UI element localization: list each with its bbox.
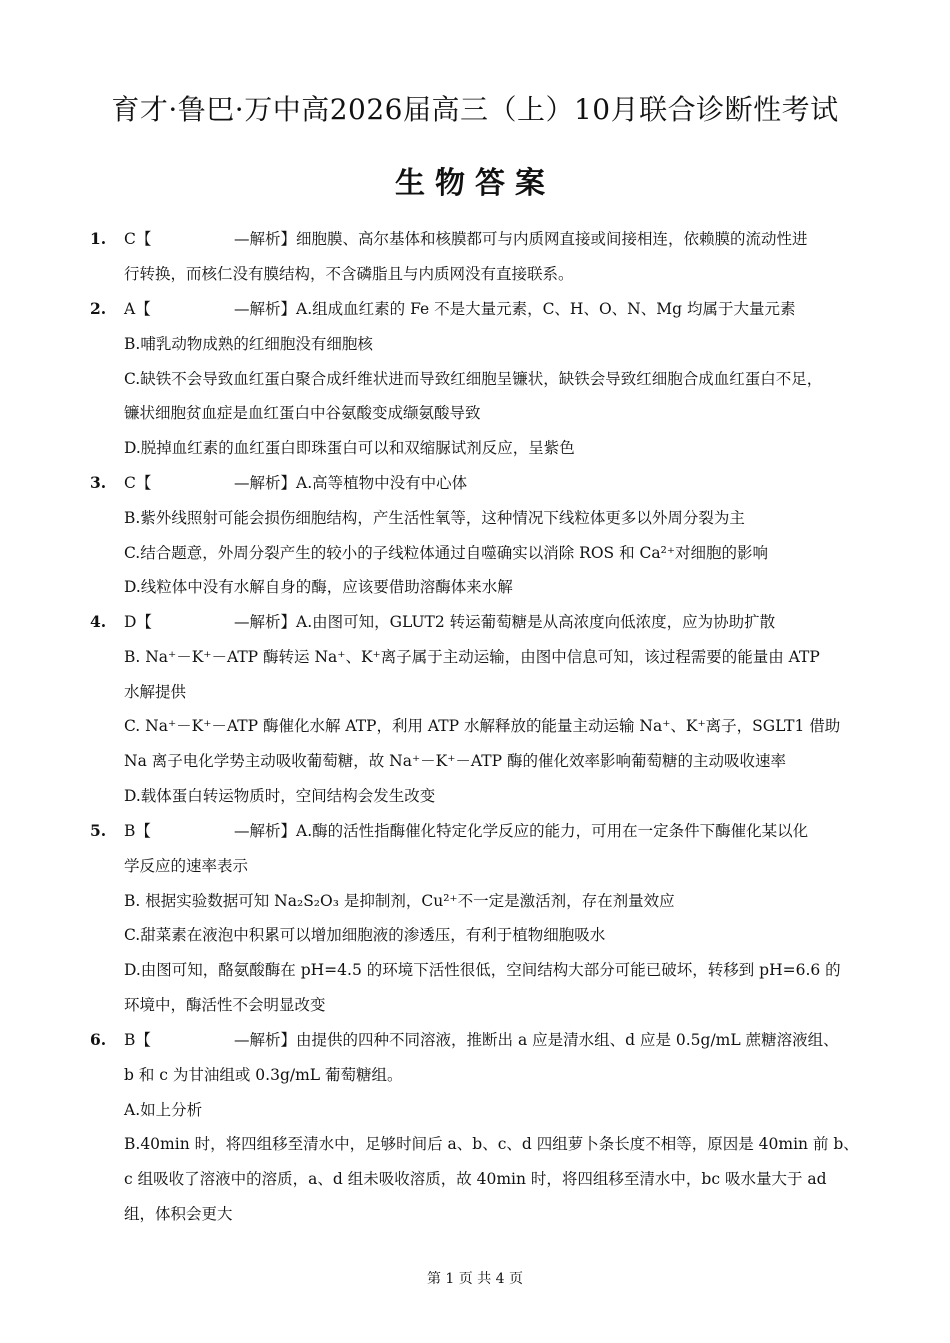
question-1 [90,222,880,292]
analysis-line: B.紫外线照射可能会损伤细胞结构，产生活性氧等，这种情况下线粒体更多以外周分裂为主 [124,508,745,527]
page-subtitle: 生物答案 [395,166,555,201]
analysis-line: 细胞膜、高尔基体和核膜都可与内质网直接或间接相连，依赖膜的流动性进 [296,230,808,248]
answer-choice: B【 [124,1031,151,1049]
answer-choice: D【 [124,613,152,631]
analysis-line: 行转换，而核仁没有膜结构，不含磷脂且与内质网没有直接联系。 [124,264,574,283]
analysis-line: b 和 c 为甘油组或 0.3g/mL 葡萄糖组。 [124,1065,403,1084]
analysis-line: C.缺铁不会导致血红蛋白聚合成纤维状进而导致红细胞呈镰状，缺铁会导致红细胞合成血红蛋白不足， [124,369,823,388]
question-number: 2. [90,299,107,318]
analysis-label: —解析】 [234,613,297,631]
analysis-line: A.由图可知，GLUT2 转运葡萄糖是从高浓度向低浓度，应为协助扩散 [296,613,776,631]
question-3 [90,466,880,605]
question-5 [90,814,880,1023]
answer-choice: B【 [124,822,151,840]
analysis-line: C.甜菜素在液泡中积累可以增加细胞液的渗透压，有利于植物细胞吸水 [124,926,606,945]
answer-choice: C【 [124,474,152,492]
question-4 [90,605,880,814]
analysis-line: B. Na⁺－K⁺－ATP 酶转运 Na⁺、K⁺离子属于主动运输，由图中信息可知，该过程需要的能量由 ATP [124,647,820,666]
analysis-line: B.哺乳动物成熟的红细胞没有细胞核 [124,334,373,353]
analysis-line: c 组吸收了溶液中的溶质，a、d 组未吸收溶质，故 40min 时，将四组移至清水中，bc 吸水量大于 ad [124,1170,827,1189]
analysis-line: 水解提供 [124,682,187,701]
question-number: 1. [90,229,107,248]
analysis-line: B. 根据实验数据可知 Na₂S₂O₃ 是抑制剂，Cu²⁺不一定是激活剂，存在剂量效应 [124,891,675,910]
analysis-line: B.40min 时，将四组移至清水中，足够时间后 a、b、c、d 四组萝卜条长度不相等，原因是 40min 前 b、 [124,1135,859,1154]
analysis-line: A.酶的活性指酶催化特定化学反应的能力，可用在一定条件下酶催化某以化 [296,822,809,840]
analysis-line: 组，体积会更大 [124,1204,233,1223]
analysis-line: A.如上分析 [124,1100,203,1119]
analysis-line: D.由图可知，酪氨酸酶在 pH=4.5 的环境下活性很低，空间结构大部分可能已破坏，转移到 pH=6.6 的 [124,961,841,980]
question-6 [90,1023,880,1232]
analysis-line: D.载体蛋白转运物质时，空间结构会发生改变 [124,786,436,805]
analysis-line: 学反应的速率表示 [124,856,249,875]
analysis-line: Na 离子电化学势主动吸收葡萄糖，故 Na⁺－K⁺－ATP 酶的催化效率影响葡萄糖的主动吸收速率 [124,752,786,771]
analysis-line: D.脱掉血红素的血红蛋白即珠蛋白可以和双缩脲试剂反应，呈紫色 [124,439,575,458]
analysis-line: 由提供的四种不同溶液，推断出 a 应是清水组、d 应是 0.5g/mL 蔗糖溶液组、 [296,1031,839,1049]
question-number: 3. [90,473,107,492]
analysis-line: C.结合题意，外周分裂产生的较小的子线粒体通过自噬确实以消除 ROS 和 Ca²⁺对细胞的影响 [124,543,769,562]
analysis-label: —解析】 [234,474,297,492]
analysis-line: D.线粒体中没有水解自身的酶，应该要借助溶酶体来水解 [124,578,513,597]
analysis-label: —解析】 [234,1031,297,1049]
analysis-line: A.高等植物中没有中心体 [296,474,468,492]
analysis-label: —解析】 [234,300,297,318]
analysis-label: —解析】 [234,822,297,840]
answer-choice: A【 [124,300,151,318]
analysis-line: 环境中，酶活性不会明显改变 [124,995,326,1014]
analysis-line: A.组成血红素的 Fe 不是大量元素，C、H、O、N、Mg 均属于大量元素 [296,300,796,318]
analysis-line: C. Na⁺－K⁺－ATP 酶催化水解 ATP，利用 ATP 水解释放的能量主动运输 Na⁺、K⁺离子，SGLT1 借助 [124,717,841,736]
analysis-label: —解析】 [234,230,297,248]
analysis-line: 镰状细胞贫血症是血红蛋白中谷氨酸变成缬氨酸导致 [124,404,481,423]
question-number: 5. [90,821,107,840]
page-footer: 第 1 页 共 4 页 [426,1271,524,1287]
question-number: 4. [90,612,107,631]
question-2 [90,292,880,466]
answer-choice: C【 [124,230,152,248]
question-number: 6. [90,1030,107,1049]
page-title: 育才·鲁巴·万中高2026届高三（上）10月联合诊断性考试 [111,93,839,126]
